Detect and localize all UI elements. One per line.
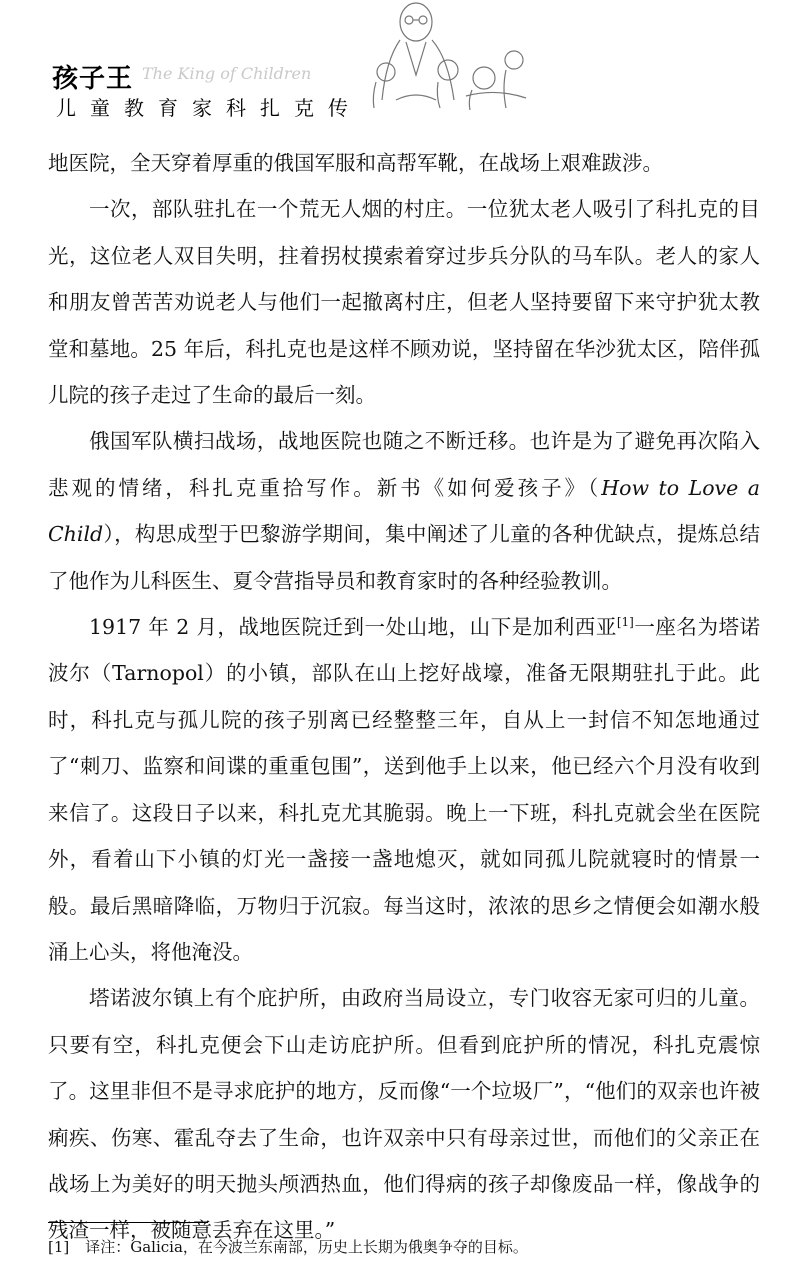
paragraph-4-text-a: 1917 年 2 月，战地医院迁到一处山地，山下是加利西亚: [89, 615, 617, 640]
paragraph-5: 塔诺波尔镇上有个庇护所，由政府当局设立，专门收容无家可归的儿童。只要有空，科扎克便会下山走访庇护所。但看到庇护所的情况，科扎克震惊了。这里非但不是寻求庇护的地方，反而像“一个垃圾厂”，“他们的双亲也许被痢疾、伤寒、霍乱夺去了生命，也许双亲中只有母亲过世，而他们的父亲正在战场上为美好的明天抛头颅洒热血，他们得病的孩子却像废品一样，像战争的残渣一样，被随意丢弃在这里。”: [48, 986, 760, 1243]
footnote-text: 译注：Galicia，在今波兰东南部，历史上长期为俄奥争夺的目标。: [85, 1238, 528, 1256]
paragraph-4-text-b: 一座名为塔诺波尔（Tarnopol）的小镇，部队在山上挖好战壕，准备无限期驻扎于此。此时，科扎克与孤儿院的孩子别离已经整整三年，自从上一封信不知怎地通过了“刺刀、监察和间谍的重重包围”，送到他手上以来，他已经六个月没有收到来信了。这段日子以来，科扎克尤其脆弱。晚上一下班，科扎克就会坐在医院外，看着山下小镇的灯光一盏接一盏地熄灭，就如同孤儿院就寝时的情景一般。最后黑暗降临，万物归于沉寂。每当这时，浓浓的思乡之情便会如潮水般涌上心头，将他淹没。: [48, 615, 761, 964]
paragraph-4: [48, 604, 760, 975]
paragraph-2: 一次，部队驻扎在一个荒无人烟的村庄。一位犹太老人吸引了科扎克的目光，这位老人双目失明，拄着拐杖摸索着穿过步兵分队的马车队。老人的家人和朋友曾苦苦劝说老人与他们一起撤离村庄，但老人坚持要留下来守护犹太教堂和墓地。25 年后，科扎克也是这样不顾劝说，坚持留在华沙犹太区，陪伴孤儿院的孩子走过了生命的最后一刻。: [48, 197, 760, 408]
book-title: 孩子王: [52, 64, 134, 94]
body-text: [48, 140, 760, 1254]
footnote-divider: [48, 1222, 208, 1223]
footnote: [48, 1236, 760, 1258]
paragraph-3-text-a: 俄国军队横扫战场，战地医院也随之不断迁移。也许是为了避免再次陷入悲观的情绪，科扎克重拾写作。新书《如何爱孩子》（: [48, 429, 760, 500]
book-title-english: The King of Children: [142, 64, 312, 83]
footnote-reference[interactable]: [1]: [616, 615, 634, 630]
book-subtitle: 儿童教育家科扎克传: [56, 96, 362, 120]
paragraph-3: [48, 418, 760, 604]
paragraph-3-text-b: ），构思成型于巴黎游学期间，集中阐述了儿童的各种优缺点，提炼总结了他作为儿科医生、夏令营指导员和教育家时的各种经验教训。: [48, 522, 760, 593]
paragraph-1: 地医院，全天穿着厚重的俄国军服和高帮军靴，在战场上艰难跋涉。: [48, 151, 663, 175]
book-title-italic: How to Love a Child: [48, 475, 760, 547]
page-header: [0, 0, 800, 130]
header-sketch-illustration: [356, 0, 556, 110]
footnote-mark: [1]: [48, 1238, 70, 1256]
